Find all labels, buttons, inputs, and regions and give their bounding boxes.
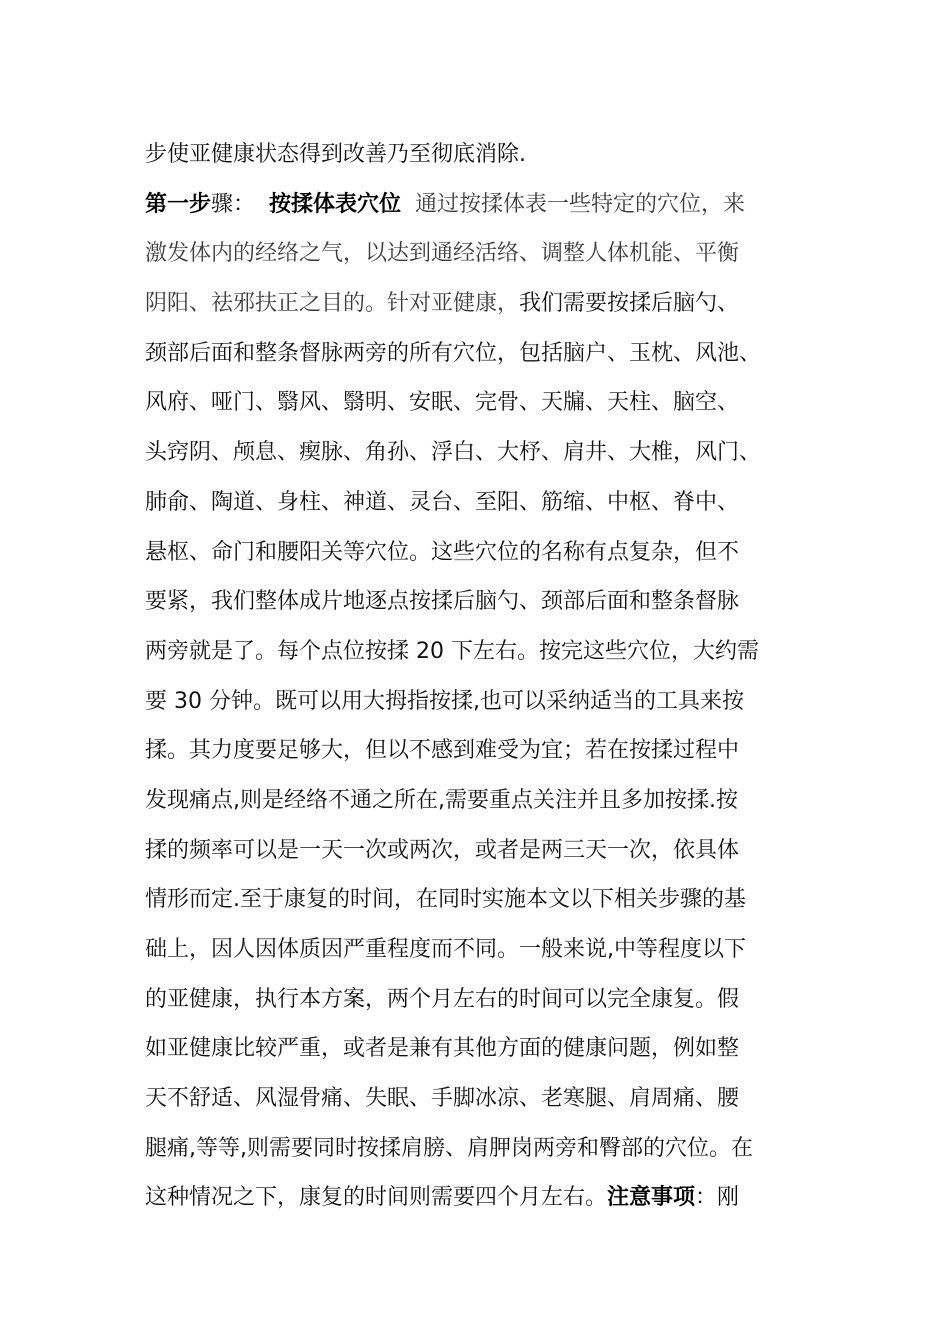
- text-segment: 通过按揉体表一些特定的穴位，来: [415, 191, 746, 217]
- text-segment: 颈部后面和整条督脉两旁的所有穴位，包括脑户、玉枕、风池、: [145, 340, 762, 366]
- text-segment: 要 30 分钟。既可以用大拇指按揉,也可以采纳适当的工具来按: [145, 688, 744, 714]
- text-segment: 我们需要按揉后脑勺、: [519, 291, 740, 317]
- text-segment: 要紧，我们整体成片地逐点按揉后脑勺、颈部后面和整条督脉: [145, 589, 740, 615]
- text-segment: 激发体内的经络之气，以达到通经活络、调整人体机能、平衡: [145, 241, 740, 267]
- text-line: [145, 528, 835, 578]
- text-line: [145, 726, 835, 776]
- text-segment: 阴阳、祛邪扶正之目的。针对亚健康，: [145, 291, 520, 317]
- text-line: [145, 329, 835, 379]
- text-segment: 这种情况之下，康复的时间则需要四个月左右。: [145, 1185, 608, 1211]
- text-segment: 骤：: [211, 191, 256, 217]
- text-segment: ：刚: [695, 1185, 740, 1211]
- text-line: [145, 180, 835, 230]
- bold-text-segment: 第一步: [145, 191, 212, 217]
- text-segment: 悬枢、命门和腰阳关等穴位。这些穴位的名称有点复杂，但不: [145, 539, 740, 565]
- text-segment: 步使亚健康状态得到改善乃至彻底消除.: [145, 142, 526, 167]
- text-line: [145, 1124, 835, 1174]
- text-segment: 础上，因人因体质因严重程度而不同。一般来说,中等程度以下: [145, 937, 746, 962]
- text-line: [145, 776, 835, 826]
- text-segment: 风府、哑门、翳风、翳明、安眠、完骨、天牖、天柱、脑空、: [145, 390, 740, 416]
- text-segment: 如亚健康比较严重，或者是兼有其他方面的健康问题，例如整: [145, 1036, 740, 1062]
- text-segment: 揉。其力度要足够大，但以不感到难受为宜；若在按揉过程中: [145, 738, 740, 764]
- text-segment: 情形而定.至于康复的时间，在同时实施本文以下相关步骤的基: [145, 887, 746, 913]
- text-line: [145, 378, 835, 428]
- text-line: [145, 975, 835, 1025]
- body-text: [145, 130, 835, 1223]
- text-segment: 揉的频率可以是一天一次或两次，或者是两三天一次，依具体: [145, 837, 740, 863]
- text-line: [145, 1024, 835, 1074]
- text-segment: 腿痛,等等,则需要同时按揉肩膀、肩胛岗两旁和臀部的穴位。在: [145, 1135, 753, 1161]
- text-segment: 天不舒适、风湿骨痛、失眠、手脚冰凉、老寒腿、肩周痛、腰: [145, 1086, 740, 1112]
- text-line: [145, 875, 835, 925]
- text-line: [145, 925, 835, 975]
- text-segment: 两旁就是了。每个点位按揉 20 下左右。按完这些穴位，大约需: [145, 638, 759, 664]
- text-line: [145, 428, 835, 478]
- bold-text-segment: 按揉体表穴位: [269, 191, 402, 217]
- text-line: [145, 229, 835, 279]
- text-line: [145, 627, 835, 677]
- text-line: [145, 130, 835, 180]
- text-line: [145, 577, 835, 627]
- text-segment: 发现痛点,则是经络不通之所在,需要重点关注并且多加按揉.按: [145, 787, 738, 813]
- text-segment: 肺俞、陶道、身柱、神道、灵台、至阳、筋缩、中枢、脊中、: [145, 489, 740, 515]
- text-line: [145, 1074, 835, 1124]
- text-line: [145, 1173, 835, 1223]
- text-segment: 头窍阴、颅息、瘈脉、角孙、浮白、大杼、肩井、大椎，风门、: [145, 440, 762, 466]
- text-line: [145, 279, 835, 329]
- text-line: [145, 677, 835, 727]
- bold-text-segment: 注意事项: [607, 1185, 696, 1211]
- text-line: [145, 478, 835, 528]
- text-line: [145, 826, 835, 876]
- text-segment: 的亚健康，执行本方案，两个月左右的时间可以完全康复。假: [145, 986, 740, 1012]
